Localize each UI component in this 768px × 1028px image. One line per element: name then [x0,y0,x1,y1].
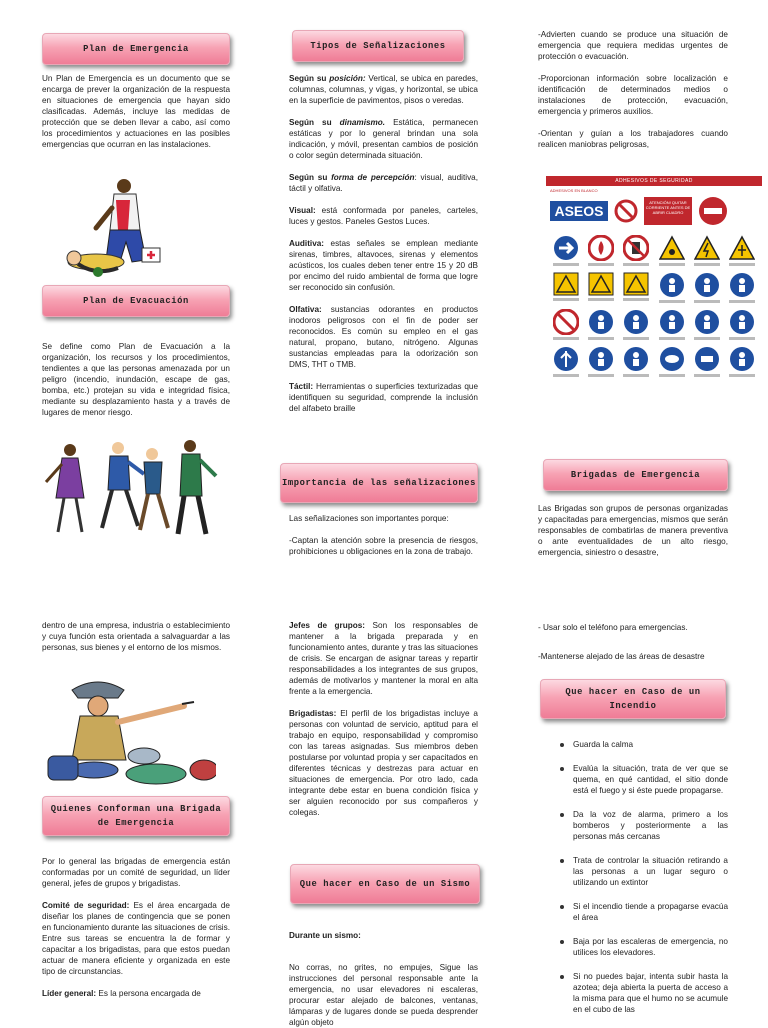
poster-sign [550,309,581,340]
poster-sign [691,235,722,266]
mandatory-blue-sign-icon [623,309,649,335]
plan-evacuacion-paragraph: Se define como Plan de Evacuación a la organización, los recursos y los procedimientos, tendientes a que las personas amenazada por un peligro (incendio, inundación, escape de gas, bomba, etc.) protejan su vida e integridad física, mediante su desplazamiento hasta y a través de lugares de menor riesgo. [42,342,230,417]
poster-sign [550,272,581,303]
jefes-grupos-paragraph: Jefes de grupos: Son los responsables de mantener a la brigada preparada y en funcionamiento antes, durante y tras las situaciones de crisis. Se encargan de asignar tareas y repartir responsabilidades a los integrantes de sus grupos, además de motivarlos y mantener la moral en alta frente a la emergencia. [289,621,478,696]
segun-dinamismo-paragraph: Según su dinamismo. Estática, permanecen estáticas y por lo general brindan una sola indicación, y móvil, presentan cambios de posición o color según determinada situación. [289,118,478,160]
plan-emergencia-text-block [42,73,230,150]
mandatory-blue-sign-icon [659,272,685,298]
segun-posicion-paragraph: Según su posición: Vertical, se ubica en paredes, columnas, columnas, y vigas, y horizontal, se ubica en la superficie de pavimentos, pisos o veredas. [289,74,479,105]
poster-sign-grid [546,235,762,377]
importancia-text-block [289,513,478,557]
mandatory-blue-sign-icon [694,309,720,335]
heading-quienes-conforman: Quienes Conforman una Brigada de Emergencia [42,796,230,836]
plan-evacuacion-text-block [42,341,230,418]
conformadas-paragraph: Por lo general las brigadas de emergencia están conformadas por un comité de seguridad, un líder general, jefes de grupos y brigadistas. [42,857,230,888]
brigadas-text-block [538,503,728,558]
prohibition-sign-icon [553,309,579,335]
lider-general-paragraph: Líder general: Es la persona encargada de [42,989,201,998]
no-phone-sign-icon [623,235,649,261]
poster-sign [656,235,687,266]
poster-top-row [546,195,762,227]
heading-brigadas-emergencia: Brigadas de Emergencia [543,459,728,491]
list-item: Guarda la calma [573,739,728,750]
poster-sign [585,346,616,377]
list-item: Si el incendio tiende a propagarse evacúa el área [573,902,728,922]
poster-sign [727,272,758,303]
sismo-text-block [289,930,478,1028]
brigada-continuation-paragraph: dentro de una empresa, industria o establecimiento y cuya función esta orientada a salvaguardar a las personas, sus bienes y el entorno de los mismos. [42,621,230,652]
importancia-captan: -Captan la atención sobre la presencia de riesgos, prohibiciones u obligaciones en la zona de trabajo. [289,536,478,556]
visual-paragraph: Visual: está conformada por paneles, carteles, luces y gestos. Paneles Gestos Luces. [289,206,478,226]
mandatory-blue-sign-icon [553,346,579,372]
senalizaciones-functions-text-block [538,29,728,150]
biohazard-warning-sign-icon [659,235,685,261]
brigade-meeting-illustration [44,676,216,788]
incendio-steps-list [553,739,728,1015]
list-item: Si no puedes bajar, intenta subir hasta la azotea; deja abierta la puerta de acceso a la misma para que el humo no se acumule en el cubo de las [573,972,728,1014]
usar-telefono-tip: - Usar solo el teléfono para emergencias. [538,623,688,632]
poster-sign [656,272,687,303]
list-item: Evalúa la situación, trata de ver que se quema, en qué cantidad, el sitio donde está el fuego y si éste puede propagarse. [573,764,728,795]
warning-yellow-sign-icon [588,272,614,296]
heading-caso-incendio: Que hacer en Caso de un Incendio [540,679,726,719]
poster-sign [656,309,687,340]
heading-plan-emergencia: Plan de Emergencia [42,33,230,65]
mandatory-blue-sign-icon [588,346,614,372]
tipos-senalizaciones-text-block [289,73,478,414]
poster-sign [727,235,758,266]
no-smoking-sign-icon [614,199,638,223]
electric-warning-sign-icon [694,235,720,261]
list-item: Trata de controlar la situación retirando a las personas a un lugar seguro o utilizando un extintor [573,856,728,887]
warning-yellow-sign-icon [623,272,649,296]
mandatory-blue-sign-icon [694,272,720,298]
auditiva-paragraph: Auditiva: estas señales se emplean mediante sirenas, timbres, altavoces, sirenas y elementos acústicos, los cuales deben tener entre 15 y 20 dB por encimo del ruido ambiental de forma que logre ser reconocido sin confusión. [289,239,478,292]
durante-sismo-label: Durante un sismo: [289,931,361,940]
heading-importancia-senalizaciones: Importancia de las señalizaciones [280,463,478,503]
mandatory-blue-sign-icon [729,309,755,335]
importancia-intro: Las señalizaciones son importantes porque: [289,514,449,523]
list-item: Da la voz de alarma, primero a los bomberos y posteriormente a las personas más cercanas [573,810,728,841]
poster-sign [691,309,722,340]
heading-tipos-senalizaciones: Tipos de Señalizaciones [292,30,464,62]
poster-sign [585,272,616,303]
brigadas-paragraph: Las Brigadas son grupos de personas organizadas y capacitadas para emergencias, mismos que serán responsables de combatirlas de manera preventiva o ante eventualidades de un alto riesgo, emergencia, siniestro o desastre, [538,504,728,557]
poster-sign [621,272,652,303]
poster-title: ADHESIVOS DE SEGURIDAD [546,176,762,186]
mantenerse-alejado-tip: -Mantenerse alejado de las áreas de desastre [538,652,705,661]
mandatory-blue-sign-icon [729,346,755,372]
sismo-instructions-paragraph: No corras, no grites, no empujes, Sigue las instrucciones del personal responsable ante la emergencia, no usar elevadores ni escaleras, procurar estar alejado de balcones, ventanas, lámparas y de lugares donde se pueda desprender algún objeto [289,963,478,1027]
evacuation-people-illustration [40,438,222,538]
poster-sign [585,235,616,266]
sismo-tips-text-block [538,622,728,662]
olfativa-paragraph: Olfativa: sustancias odorantes en productos inodoros peligrosos con el fin de poder ser reconocidos. Es común su empleo en el gas natural, propano, butano, nitrógeno. Algunas sustancias empleadas para la odorización son DMS, THT o TMB. [289,305,478,369]
mandatory-blue-sign-icon [588,309,614,335]
roles-text-block [289,620,478,818]
fire-danger-sign-icon [588,235,614,261]
orientan-paragraph: -Orientan y guían a los trabajadores cuando realicen maniobras peligrosas, [538,129,728,149]
atencion-corriente-sign: ATENCIÓN! QUITAR CORRIENTE ANTES DE ABRIR CUADRO [644,197,692,225]
plan-emergencia-paragraph: Un Plan de Emergencia es un documento que se encarga de prever la organización de la respuesta en situaciones de emergencia que hayan sido clasificadas. Además, incluye las medidas de protección que se deben llevar a cabo, así como los procedimientos y actuaciones en las posibles emergencias que ocurran en las instalaciones. [42,74,230,149]
safety-signs-poster [546,176,762,410]
poster-sign [621,235,652,266]
segun-percepcion-paragraph: Según su forma de percepción: visual, auditiva, táctil y olfativa. [289,173,478,193]
heading-caso-sismo: Que hacer en Caso de un Sismo [290,864,480,904]
warning-yellow-sign-icon [553,272,579,296]
proporcionan-paragraph: -Proporcionan información sobre localización e identificación de determinados medios o instalaciones de protección, evacuación, emergencia y primeros auxilios. [538,74,728,116]
mandatory-blue-sign-icon [623,346,649,372]
poster-sign [621,309,652,340]
first-aid-illustration [66,176,166,286]
poster-sign [585,309,616,340]
list-item: Baja por las escaleras de emergencia, no utilices los elevadores. [573,937,728,957]
tactil-paragraph: Táctil: Herramientas o superficies texturizadas que identifiquen su seguridad, comprende la inclusión del alfabeto braille [289,382,478,413]
incendio-list-block [553,739,728,1028]
no-entry-sign-icon [698,196,728,226]
poster-sign [656,346,687,377]
poster-sign [691,272,722,303]
mandatory-blue-sign-icon [694,346,720,372]
poster-sign [691,346,722,377]
poster-sign [550,346,581,377]
brigadistas-paragraph: Brigadistas: El perfil de los brigadistas incluye a personas con voluntad de servicio, aptitud para el trabajo en equipo, responsabilidad y compromiso con las tareas asignadas. Sus miembros deben postularse por voluntad propia y ser capacitados en diferentes técnicas y destrezas para actuar en situaciones de emergencia. Por otro lado, cada integrante debe estar en buena condición física y ser alguien reconocido por sus compañeros y colegas. [289,709,478,817]
mandatory-blue-sign-icon [729,272,755,298]
poster-sign [621,346,652,377]
mandatory-blue-sign-icon [659,309,685,335]
comite-seguridad-paragraph: Comité de seguridad: Es el área encargada de diseñar los planes de contingencia que se ponen en funcionamiento durante las situaciones de crisis. Entre sus tareas se encuentra la de formar y capacitar a los brigadistas, para que estos puedan actuar de manera eficiente y organizada en este tipo de circunstancias. [42,901,230,976]
poster-sign [727,309,758,340]
poster-subtitle: ADHESIVOS EN BLANCO [550,188,598,193]
poster-sign [550,235,581,266]
poster-sign [727,346,758,377]
direction-arrow-sign-icon [553,235,579,261]
advierten-paragraph: -Advierten cuando se produce una situación de emergencia que requiera medidas urgentes de protección o evacuación. [538,30,728,61]
aseos-sign: ASEOS [550,201,608,221]
brigada-continuation-text-block [42,620,230,653]
low-temperature-warning-sign-icon [729,235,755,261]
mandatory-blue-sign-icon [659,346,685,372]
quienes-conforman-text-block [42,856,230,999]
heading-plan-evacuacion: Plan de Evacuación [42,285,230,317]
